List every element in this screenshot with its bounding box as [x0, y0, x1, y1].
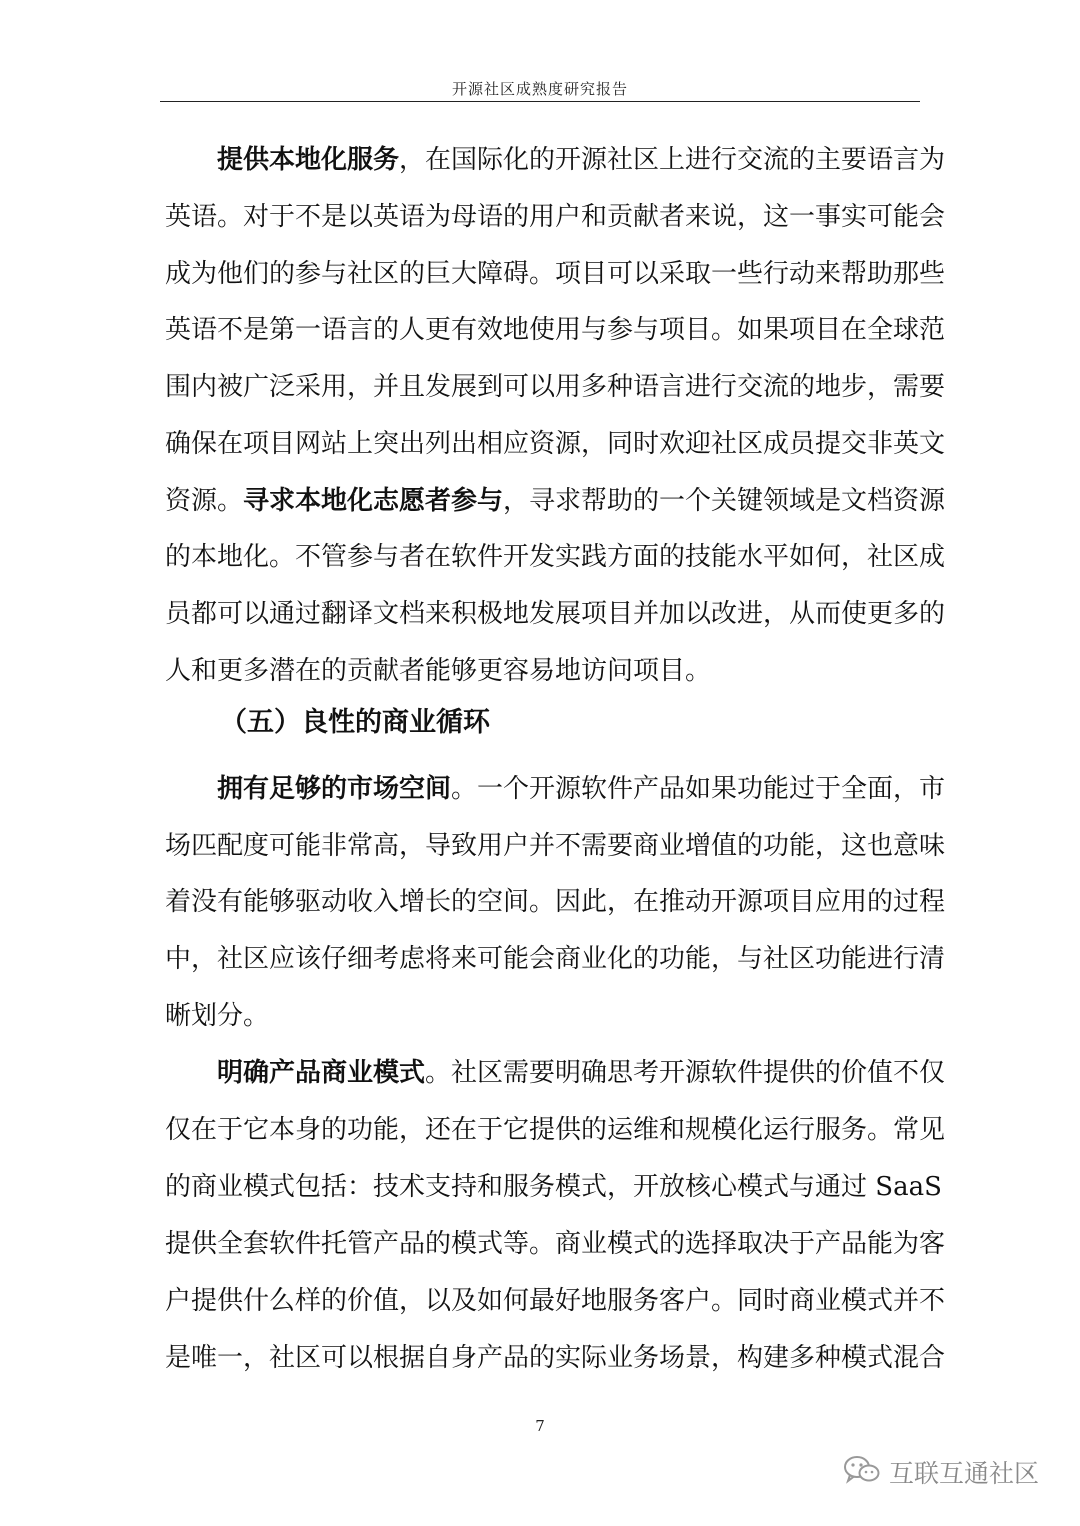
- para1-line7-rest: ，寻求帮助的一个关键领域是文档资源: [503, 486, 946, 516]
- para2-line-5: 晰划分。: [165, 1001, 270, 1031]
- para3-line-2: 仅在于它本身的功能，还在于它提供的运维和规模化运行服务。常见: [165, 1115, 946, 1145]
- para2-line-2: 场匹配度可能非常高，导致用户并不需要商业增值的功能，这也意味: [165, 831, 946, 861]
- page-header-title: 开源社区成熟度研究报告: [451, 80, 628, 98]
- watermark: [843, 1452, 1039, 1492]
- para2-line-3: 着没有能够驱动收入增长的空间。因此，在推动开源项目应用的过程: [165, 887, 946, 917]
- section-heading: （五）良性的商业循环: [220, 707, 490, 738]
- para1-line-1: [217, 143, 946, 177]
- para1-lead-bold: 提供本地化服务: [217, 145, 400, 175]
- wechat-icon: [843, 1454, 881, 1490]
- para1-line-10: 人和更多潜在的贡献者能够更容易地访问项目。: [165, 656, 712, 686]
- watermark-text: 互联互通社区: [889, 1459, 1040, 1488]
- para2-line1-rest: 。一个开源软件产品如果功能过于全面，市: [451, 774, 946, 804]
- para2-line-4: 中，社区应该仔细考虑将来可能会商业化的功能，与社区功能进行清: [165, 944, 946, 974]
- para1-line1-rest: ，在国际化的开源社区上进行交流的主要语言为: [399, 145, 946, 175]
- para1-line-6: 确保在项目网站上突出列出相应资源，同时欢迎社区成员提交非英文: [165, 429, 946, 459]
- para3-lead-bold: 明确产品商业模式: [217, 1058, 426, 1088]
- header-divider: [160, 101, 920, 102]
- page-number: 7: [535, 1417, 545, 1435]
- para3-line-4: 提供全套软件托管产品的模式等。商业模式的选择取决于产品能为客: [165, 1229, 946, 1259]
- para1-line-7: [165, 484, 946, 518]
- para2-lead-bold: 拥有足够的市场空间: [217, 774, 452, 804]
- para1-line-9: 员都可以通过翻译文档来积极地发展项目并加以改进，从而使更多的: [165, 599, 946, 629]
- para1-line-3: 成为他们的参与社区的巨大障碍。项目可以采取一些行动来帮助那些: [165, 259, 946, 289]
- para3-line-1: [217, 1056, 946, 1090]
- para1-line-5: 围内被广泛采用，并且发展到可以用多种语言进行交流的地步，需要: [165, 372, 946, 402]
- para1-line7-start: 资源。: [165, 486, 244, 516]
- para2-line-1: [217, 772, 946, 806]
- para3-line-6: 是唯一，社区可以根据自身产品的实际业务场景，构建多种模式混合: [165, 1343, 946, 1373]
- para1-line-8: 的本地化。不管参与者在软件开发实践方面的技能水平如何，社区成: [165, 542, 946, 572]
- para3-line-5: 户提供什么样的价值，以及如何最好地服务客户。同时商业模式并不: [165, 1286, 946, 1316]
- para3-line1-rest: 。社区需要明确思考开源软件提供的价值不仅: [425, 1058, 946, 1088]
- para1-line7-bold: 寻求本地化志愿者参与: [243, 486, 504, 516]
- para1-line-4: 英语不是第一语言的人更有效地使用与参与项目。如果项目在全球范: [165, 315, 946, 345]
- para3-line-3: 的商业模式包括：技术支持和服务模式，开放核心模式与通过 SaaS: [165, 1172, 942, 1202]
- para1-line-2: 英语。对于不是以英语为母语的用户和贡献者来说，这一事实可能会: [165, 202, 946, 232]
